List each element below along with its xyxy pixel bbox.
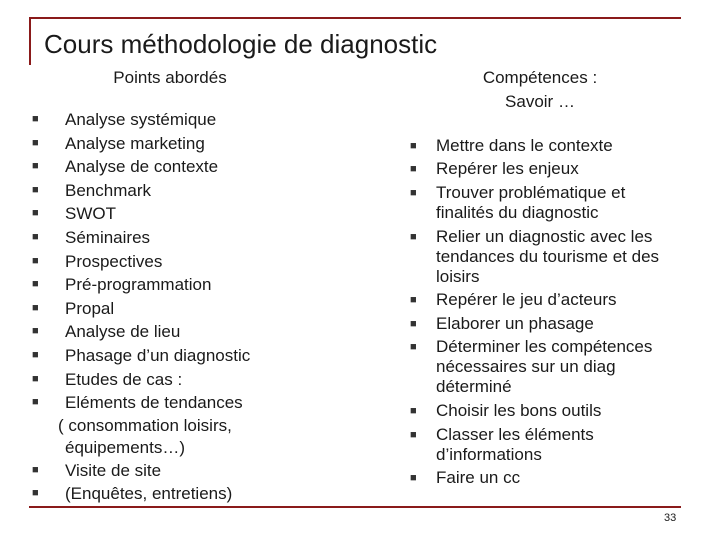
continuation-text: équipements…) <box>65 437 186 457</box>
bullet-icon: ■ <box>410 186 417 199</box>
list-item-text: Prospectives <box>65 251 163 271</box>
list-item <box>30 459 290 483</box>
left-column-heading: Points abordés <box>113 68 227 87</box>
list-item-text: Elaborer un phasage <box>436 313 594 333</box>
frame-bottom-line <box>29 506 681 508</box>
list-item-text: Classer les éléments d’informations <box>436 424 594 464</box>
bullet-icon: ■ <box>32 230 39 243</box>
list-item <box>400 181 680 225</box>
bullet-icon: ■ <box>32 136 39 149</box>
bullet-icon: ■ <box>32 487 39 500</box>
list-item-text: Mettre dans le contexte <box>436 135 613 155</box>
bullet-icon: ■ <box>32 183 39 196</box>
right-heading-line-2: Savoir … <box>505 92 575 111</box>
list-item <box>400 423 680 467</box>
list-item-text: Repérer les enjeux <box>436 159 579 179</box>
list-item-text: Séminaires <box>65 227 151 247</box>
right-heading-line-1: Compétences : <box>482 68 598 87</box>
list-item <box>30 108 290 132</box>
list-item-text: Phasage d’un diagnostic <box>65 345 251 365</box>
bullet-icon: ■ <box>32 348 39 361</box>
list-item <box>30 391 290 415</box>
list-item <box>30 155 290 179</box>
left-bullet-list <box>30 108 290 506</box>
bullet-icon: ■ <box>32 301 39 314</box>
frame-left-line <box>29 17 31 65</box>
list-item <box>400 134 680 158</box>
list-item <box>400 399 680 423</box>
list-item-text: Etudes de cas : <box>65 369 183 389</box>
bullet-icon: ■ <box>410 428 417 441</box>
list-continuation <box>30 437 290 459</box>
list-item <box>30 202 290 226</box>
list-item-text: Propal <box>65 298 115 318</box>
frame-top-line <box>29 17 681 19</box>
list-item-text: Benchmark <box>65 180 151 200</box>
list-item-text: Faire un cc <box>436 468 521 488</box>
list-item-text: Repérer le jeu d’acteurs <box>436 290 617 310</box>
bullet-icon: ■ <box>410 139 417 152</box>
bullet-icon: ■ <box>32 463 39 476</box>
list-item <box>30 132 290 156</box>
bullet-icon: ■ <box>410 163 417 176</box>
list-item-text: Eléments de tendances <box>65 393 243 413</box>
list-item-text: Pré-programmation <box>65 275 212 295</box>
list-item <box>400 466 680 490</box>
page-number: 33 <box>664 512 677 524</box>
list-item-text: Déterminer les compétences nécessaires sur un diag déterminé <box>436 337 653 397</box>
bullet-icon: ■ <box>410 341 417 354</box>
list-item <box>30 179 290 203</box>
list-item-text: Analyse systémique <box>65 110 217 129</box>
list-item <box>400 288 680 312</box>
bullet-icon: ■ <box>32 396 39 409</box>
bullet-icon: ■ <box>32 278 39 291</box>
list-item <box>30 297 290 321</box>
list-item <box>400 158 680 182</box>
list-continuation <box>30 415 290 437</box>
list-item-text: Analyse marketing <box>65 133 205 153</box>
list-item-text: Relier un diagnostic avec les tendances du tourisme et des loisirs <box>436 226 660 286</box>
list-item <box>30 482 290 506</box>
list-item <box>30 320 290 344</box>
list-item <box>400 225 680 289</box>
bullet-icon: ■ <box>410 317 417 330</box>
list-item-text: Choisir les bons outils <box>436 400 602 420</box>
right-bullet-list <box>400 134 680 490</box>
list-item-text: Trouver problématique et finalités du diagnostic <box>436 182 626 222</box>
bullet-icon: ■ <box>32 254 39 267</box>
list-item <box>30 344 290 368</box>
list-item <box>30 226 290 250</box>
list-item-text: Visite de site <box>65 460 162 480</box>
list-item-text: Analyse de lieu <box>65 322 181 342</box>
bullet-icon: ■ <box>32 207 39 220</box>
continuation-text: ( consommation loisirs, <box>58 415 232 435</box>
bullet-icon: ■ <box>410 294 417 307</box>
bullet-icon: ■ <box>32 372 39 385</box>
list-item <box>400 312 680 336</box>
list-item-text: Analyse de contexte <box>65 157 219 177</box>
list-item <box>30 368 290 392</box>
bullet-icon: ■ <box>32 325 39 338</box>
list-item <box>30 273 290 297</box>
list-item-text: SWOT <box>65 204 116 224</box>
bullet-icon: ■ <box>32 113 39 125</box>
right-column-heading <box>440 66 640 114</box>
list-item-text: (Enquêtes, entretiens) <box>65 484 233 504</box>
bullet-icon: ■ <box>410 230 417 243</box>
bullet-icon: ■ <box>410 472 417 485</box>
list-item <box>400 336 680 400</box>
bullet-icon: ■ <box>32 160 39 173</box>
slide-title: Cours méthodologie de diagnostic <box>44 29 438 59</box>
list-item <box>30 250 290 274</box>
bullet-icon: ■ <box>410 404 417 417</box>
